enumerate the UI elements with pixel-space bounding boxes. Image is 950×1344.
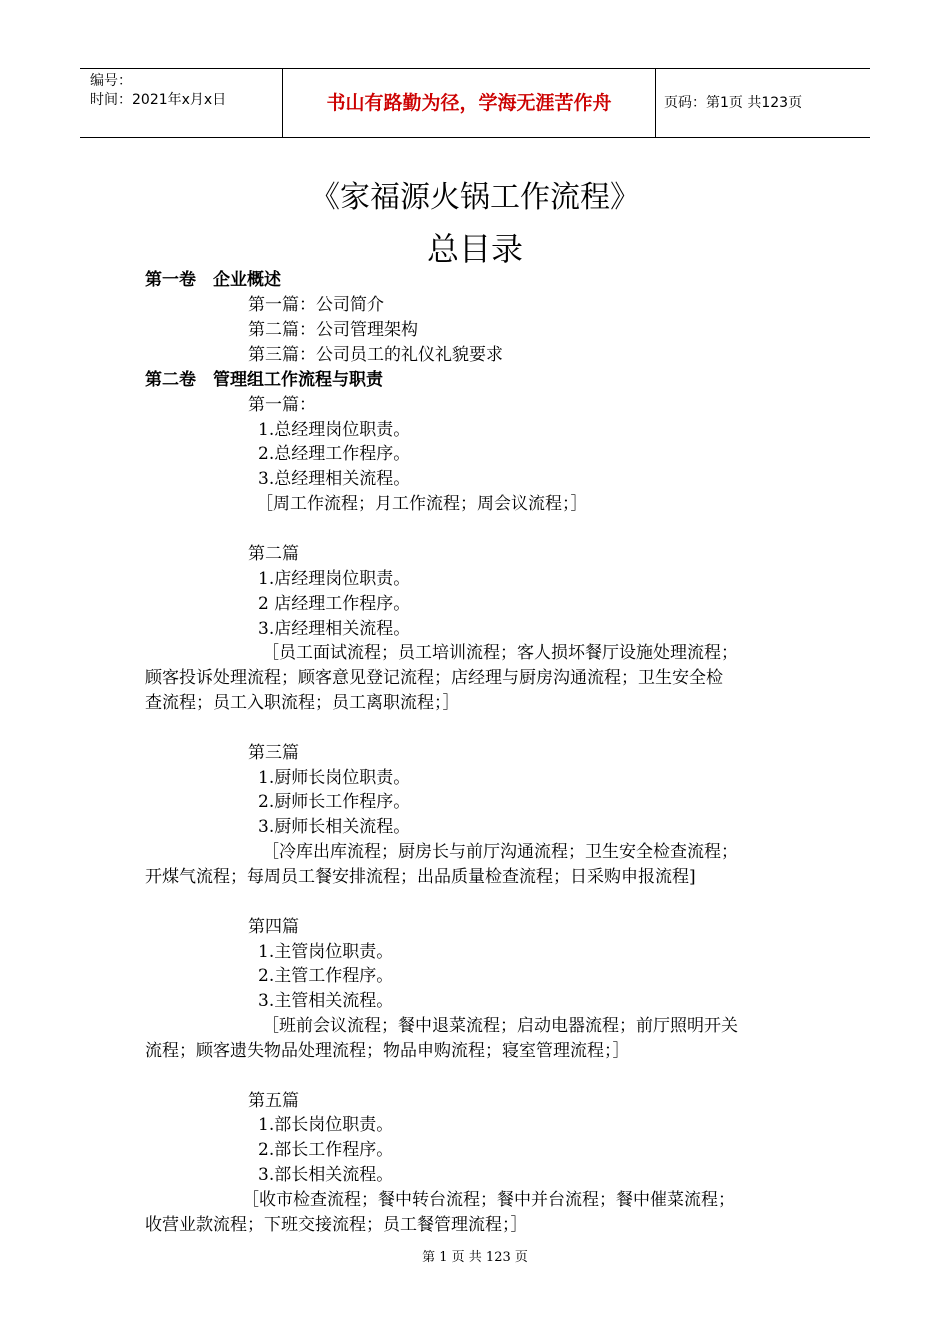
toc-line: 3.总经理相关流程。 — [258, 469, 411, 489]
toc-line: 第三篇：公司员工的礼仪礼貌要求 — [248, 345, 503, 365]
document-subtitle: 总目录 — [426, 230, 523, 268]
header-motto: 书山有路勤为径，学海无涯苦作舟 — [282, 69, 656, 137]
page-header — [80, 68, 870, 138]
toc-line: 3.厨师长相关流程。 — [258, 817, 411, 837]
toc-line: 1.店经理岗位职责。 — [258, 569, 411, 589]
toc-line: 2.总经理工作程序。 — [258, 444, 411, 464]
toc-line: 第二篇：公司管理架构 — [248, 320, 418, 340]
section-heading: 第四篇 — [248, 917, 299, 937]
section-heading: 第二篇 — [248, 544, 299, 564]
process-list: ［班前会议流程；餐中退菜流程；启动电器流程；前厅照明开关 — [262, 1016, 738, 1036]
process-list: ［周工作流程；月工作流程；周会议流程；］ — [256, 494, 588, 514]
process-list: 开煤气流程；每周员工餐安排流程；出品质量检查流程；日采购申报流程] — [145, 867, 696, 887]
process-list: ［收市检查流程；餐中转台流程；餐中并台流程；餐中催菜流程； — [242, 1190, 735, 1210]
process-list: 流程；顾客遗失物品处理流程；物品申购流程；寝室管理流程；］ — [145, 1041, 630, 1061]
toc-line: 1.厨师长岗位职责。 — [258, 768, 411, 788]
toc-line: 1.主管岗位职责。 — [258, 942, 394, 962]
toc-line: 1.总经理岗位职责。 — [258, 420, 411, 440]
section-heading: 第三篇 — [248, 743, 299, 763]
document-title: 《家福源火锅工作流程》 — [310, 180, 640, 215]
toc-line: 2.厨师长工作程序。 — [258, 792, 411, 812]
toc-line: 3.主管相关流程。 — [258, 991, 394, 1011]
toc-line: 3.店经理相关流程。 — [258, 619, 411, 639]
toc-line: 1.部长岗位职责。 — [258, 1115, 394, 1135]
toc-line: 2.主管工作程序。 — [258, 966, 394, 986]
volume-2-heading: 第二卷 管理组工作流程与职责 — [145, 370, 383, 390]
page-footer: 第 1 页 共 123 页 — [422, 1250, 528, 1265]
toc-line: 2.部长工作程序。 — [258, 1140, 394, 1160]
section-heading: 第五篇 — [248, 1091, 299, 1111]
header-meta — [80, 69, 282, 137]
header-page-info: 页码：第1页 共123页 — [664, 95, 803, 111]
process-list: 查流程；员工入职流程；员工离职流程；］ — [145, 693, 460, 713]
process-list: ［员工面试流程；员工培训流程；客人损坏餐厅设施处理流程； — [262, 643, 738, 663]
process-list: ［冷库出库流程；厨房长与前厅沟通流程；卫生安全检查流程； — [262, 842, 738, 862]
header-number: 编号： — [90, 73, 132, 89]
section-heading: 第一篇： — [248, 395, 316, 415]
toc-line: 第一篇：公司简介 — [248, 295, 384, 315]
toc-line: 3.部长相关流程。 — [258, 1165, 394, 1185]
process-list: 收营业款流程；下班交接流程；员工餐管理流程；］ — [145, 1215, 528, 1235]
process-list: 顾客投诉处理流程；顾客意见登记流程；店经理与厨房沟通流程；卫生安全检 — [145, 668, 723, 688]
volume-1-heading: 第一卷 企业概述 — [145, 270, 281, 290]
toc-line: 2 店经理工作程序。 — [258, 594, 411, 614]
header-time: 时间：2021年x月x日 — [90, 92, 227, 108]
